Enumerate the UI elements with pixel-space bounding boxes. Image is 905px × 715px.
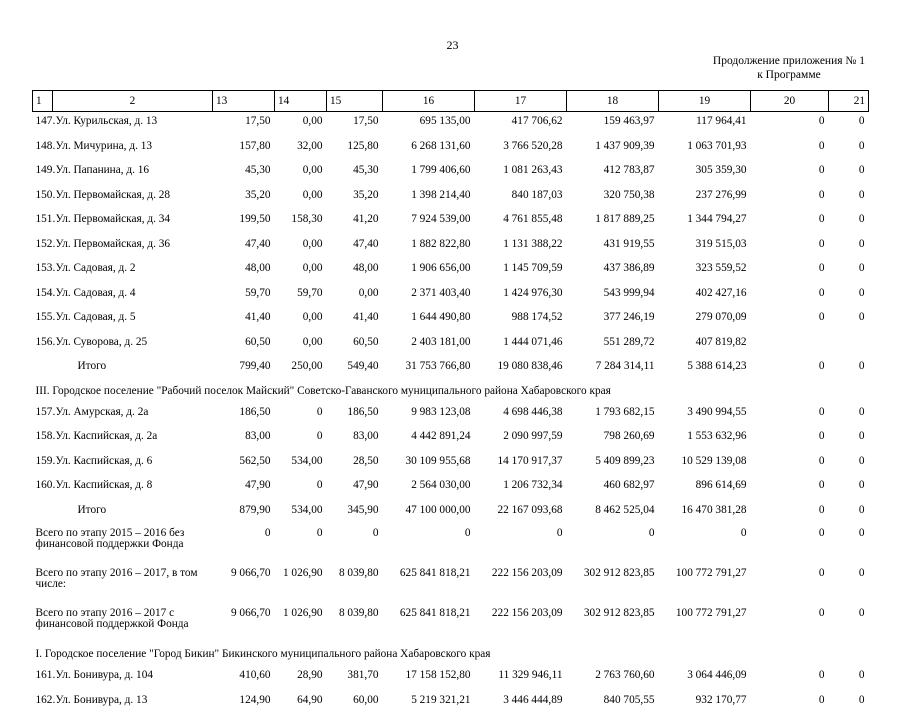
address: Ул. Первомайская, д. 28 <box>53 186 213 211</box>
cell-16: 5 219 321,21 <box>383 691 475 715</box>
cell-14: 0,00 <box>275 235 327 260</box>
summary-label: Всего по этапу 2016 – 2017, в том числе: <box>33 565 213 605</box>
cell-20: 0 <box>751 186 829 211</box>
cell-17: 4 761 855,48 <box>475 210 567 235</box>
header-col-17: 17 <box>475 91 567 112</box>
address: Ул. Амурская, д. 2а <box>53 403 213 428</box>
row-number: 147. <box>33 112 53 137</box>
header-col-18: 18 <box>567 91 659 112</box>
summary-row <box>33 605 869 645</box>
cell-16: 1 799 406,60 <box>383 161 475 186</box>
cell-16: 9 983 123,08 <box>383 403 475 428</box>
cell-17: 1 081 263,43 <box>475 161 567 186</box>
cell-16: 7 924 539,00 <box>383 210 475 235</box>
total-row <box>33 501 869 526</box>
cell-18: 0 <box>567 525 659 565</box>
cell-16: 2 371 403,40 <box>383 284 475 309</box>
cell-21: 0 <box>829 112 869 137</box>
header-col-1: 1 <box>33 91 53 112</box>
cell-17: 1 131 388,22 <box>475 235 567 260</box>
cell-20: 0 <box>751 476 829 501</box>
cell-21: 0 <box>829 452 869 477</box>
cell-17: 11 329 946,11 <box>475 666 567 691</box>
cell-18: 1 437 909,39 <box>567 137 659 162</box>
address: Ул. Садовая, д. 5 <box>53 308 213 333</box>
row-number: 148. <box>33 137 53 162</box>
table-row <box>33 308 869 333</box>
cell-17: 222 156 203,09 <box>475 565 567 605</box>
cell-19: 3 064 446,09 <box>659 666 751 691</box>
cell-19: 1 344 794,27 <box>659 210 751 235</box>
cell-14: 0 <box>275 476 327 501</box>
cell-21: 0 <box>829 357 869 382</box>
table-row <box>33 161 869 186</box>
cell-18: 437 386,89 <box>567 259 659 284</box>
address: Ул. Бонивура, д. 104 <box>53 666 213 691</box>
cell-18: 551 289,72 <box>567 333 659 358</box>
cell-18: 460 682,97 <box>567 476 659 501</box>
cell-19: 1 063 701,93 <box>659 137 751 162</box>
cell-14: 0,00 <box>275 259 327 284</box>
cell-13: 17,50 <box>213 112 275 137</box>
cell-18: 5 409 899,23 <box>567 452 659 477</box>
row-number: 160. <box>33 476 53 501</box>
table-row <box>33 333 869 358</box>
cell-15: 381,70 <box>327 666 383 691</box>
table-row <box>33 137 869 162</box>
row-number: 159. <box>33 452 53 477</box>
cell-19: 100 772 791,27 <box>659 605 751 645</box>
cell-13: 410,60 <box>213 666 275 691</box>
section-heading-row <box>33 382 869 403</box>
header-col-2: 2 <box>53 91 213 112</box>
cell-20: 0 <box>751 112 829 137</box>
summary-row <box>33 525 869 565</box>
cell-16: 2 403 181,00 <box>383 333 475 358</box>
cell-17: 1 145 709,59 <box>475 259 567 284</box>
cell-20: 0 <box>751 501 829 526</box>
cell-15: 83,00 <box>327 427 383 452</box>
address: Ул. Бонивура, д. 13 <box>53 691 213 715</box>
row-number: 152. <box>33 235 53 260</box>
cell-17: 0 <box>475 525 567 565</box>
cell-19: 279 070,09 <box>659 308 751 333</box>
cell-17: 988 174,52 <box>475 308 567 333</box>
cell-15: 41,20 <box>327 210 383 235</box>
table-row <box>33 186 869 211</box>
cell-20: 0 <box>751 452 829 477</box>
table-row <box>33 427 869 452</box>
cell-14: 158,30 <box>275 210 327 235</box>
cell-18: 2 763 760,60 <box>567 666 659 691</box>
total-row <box>33 357 869 382</box>
cell-19: 323 559,52 <box>659 259 751 284</box>
cell-19: 3 490 994,55 <box>659 403 751 428</box>
cell-13: 35,20 <box>213 186 275 211</box>
cell-21: 0 <box>829 427 869 452</box>
address: Ул. Садовая, д. 4 <box>53 284 213 309</box>
cell-16: 47 100 000,00 <box>383 501 475 526</box>
cell-15: 48,00 <box>327 259 383 284</box>
cell-14: 534,00 <box>275 501 327 526</box>
cell-16: 625 841 818,21 <box>383 605 475 645</box>
cell-15: 8 039,80 <box>327 605 383 645</box>
address: Ул. Курильская, д. 13 <box>53 112 213 137</box>
table-row <box>33 403 869 428</box>
cell-17: 1 206 732,34 <box>475 476 567 501</box>
continuation-note <box>713 54 865 82</box>
cell-16: 30 109 955,68 <box>383 452 475 477</box>
cell-13: 9 066,70 <box>213 565 275 605</box>
cell-20: 0 <box>751 565 829 605</box>
cell-13: 157,80 <box>213 137 275 162</box>
row-number: 161. <box>33 666 53 691</box>
cell-19: 1 553 632,96 <box>659 427 751 452</box>
cell-20: 0 <box>751 235 829 260</box>
cell-19: 896 614,69 <box>659 476 751 501</box>
row-number <box>33 357 53 382</box>
total-label: Итого <box>53 501 213 526</box>
cell-14: 1 026,90 <box>275 605 327 645</box>
cell-21: 0 <box>829 666 869 691</box>
cell-18: 1 817 889,25 <box>567 210 659 235</box>
header-col-14: 14 <box>275 91 327 112</box>
summary-label: Всего по этапу 2015 – 2016 без финансовой поддержки Фонда <box>33 525 213 565</box>
page-number: 23 <box>0 38 905 53</box>
cell-15: 549,40 <box>327 357 383 382</box>
cell-20: 0 <box>751 525 829 565</box>
cell-21: 0 <box>829 186 869 211</box>
cell-14: 0 <box>275 525 327 565</box>
cell-20: 0 <box>751 137 829 162</box>
cell-15: 41,40 <box>327 308 383 333</box>
cell-18: 840 705,55 <box>567 691 659 715</box>
table-row <box>33 210 869 235</box>
cell-17: 4 698 446,38 <box>475 403 567 428</box>
cell-16: 1 882 822,80 <box>383 235 475 260</box>
cell-14: 0,00 <box>275 333 327 358</box>
cell-19: 10 529 139,08 <box>659 452 751 477</box>
table-row <box>33 476 869 501</box>
cell-19: 117 964,41 <box>659 112 751 137</box>
cell-16: 4 442 891,24 <box>383 427 475 452</box>
cell-13: 47,90 <box>213 476 275 501</box>
cell-13: 41,40 <box>213 308 275 333</box>
address: Ул. Суворова, д. 25 <box>53 333 213 358</box>
cell-14: 534,00 <box>275 452 327 477</box>
cell-20: 0 <box>751 210 829 235</box>
cell-15: 345,90 <box>327 501 383 526</box>
cell-14: 0,00 <box>275 308 327 333</box>
row-number: 162. <box>33 691 53 715</box>
cell-15: 0 <box>327 525 383 565</box>
cell-17: 22 167 093,68 <box>475 501 567 526</box>
cell-18: 1 793 682,15 <box>567 403 659 428</box>
row-number: 151. <box>33 210 53 235</box>
cell-13: 47,40 <box>213 235 275 260</box>
row-number: 149. <box>33 161 53 186</box>
cell-13: 124,90 <box>213 691 275 715</box>
continuation-line-1: Продолжение приложения № 1 <box>713 54 865 68</box>
cell-13: 60,50 <box>213 333 275 358</box>
cell-15: 0,00 <box>327 284 383 309</box>
cell-20: 0 <box>751 259 829 284</box>
row-number: 158. <box>33 427 53 452</box>
cell-14: 0 <box>275 403 327 428</box>
cell-17: 14 170 917,37 <box>475 452 567 477</box>
cell-18: 377 246,19 <box>567 308 659 333</box>
cell-17: 222 156 203,09 <box>475 605 567 645</box>
cell-20: 0 <box>751 691 829 715</box>
cell-18: 302 912 823,85 <box>567 565 659 605</box>
cell-16: 0 <box>383 525 475 565</box>
cell-19: 16 470 381,28 <box>659 501 751 526</box>
cell-17: 417 706,62 <box>475 112 567 137</box>
cell-16: 625 841 818,21 <box>383 565 475 605</box>
header-col-13: 13 <box>213 91 275 112</box>
header-col-15: 15 <box>327 91 383 112</box>
cell-13: 0 <box>213 525 275 565</box>
total-label: Итого <box>53 357 213 382</box>
cell-13: 83,00 <box>213 427 275 452</box>
cell-13: 879,90 <box>213 501 275 526</box>
continuation-line-2: к Программе <box>713 68 865 82</box>
cell-13: 562,50 <box>213 452 275 477</box>
cell-21: 0 <box>829 403 869 428</box>
address: Ул. Каспийская, д. 2а <box>53 427 213 452</box>
cell-18: 302 912 823,85 <box>567 605 659 645</box>
table-header-row <box>33 91 869 112</box>
cell-16: 1 398 214,40 <box>383 186 475 211</box>
address: Ул. Папанина, д. 16 <box>53 161 213 186</box>
table-row <box>33 452 869 477</box>
cell-20: 0 <box>751 403 829 428</box>
cell-21: 0 <box>829 525 869 565</box>
cell-21: 0 <box>829 137 869 162</box>
cell-16: 6 268 131,60 <box>383 137 475 162</box>
table-row <box>33 666 869 691</box>
cell-21: 0 <box>829 235 869 260</box>
header-col-16: 16 <box>383 91 475 112</box>
cell-15: 125,80 <box>327 137 383 162</box>
cell-14: 0,00 <box>275 161 327 186</box>
cell-17: 1 424 976,30 <box>475 284 567 309</box>
cell-21: 0 <box>829 210 869 235</box>
table-row <box>33 259 869 284</box>
cell-16: 17 158 152,80 <box>383 666 475 691</box>
table-body <box>33 91 869 715</box>
appendix-table <box>32 90 869 715</box>
cell-18: 8 462 525,04 <box>567 501 659 526</box>
cell-20: 0 <box>751 161 829 186</box>
cell-14: 1 026,90 <box>275 565 327 605</box>
cell-21: 0 <box>829 691 869 715</box>
section-heading-row <box>33 645 869 666</box>
cell-14: 32,00 <box>275 137 327 162</box>
cell-18: 431 919,55 <box>567 235 659 260</box>
cell-21: 0 <box>829 476 869 501</box>
cell-13: 48,00 <box>213 259 275 284</box>
table-row <box>33 235 869 260</box>
cell-21: 0 <box>829 284 869 309</box>
address: Ул. Первомайская, д. 34 <box>53 210 213 235</box>
cell-18: 320 750,38 <box>567 186 659 211</box>
cell-14: 250,00 <box>275 357 327 382</box>
cell-19: 402 427,16 <box>659 284 751 309</box>
cell-15: 186,50 <box>327 403 383 428</box>
cell-15: 45,30 <box>327 161 383 186</box>
cell-21 <box>829 333 869 358</box>
cell-19: 0 <box>659 525 751 565</box>
header-col-21: 21 <box>829 91 869 112</box>
cell-15: 35,20 <box>327 186 383 211</box>
cell-20: 0 <box>751 427 829 452</box>
cell-21: 0 <box>829 259 869 284</box>
cell-18: 159 463,97 <box>567 112 659 137</box>
cell-17: 3 766 520,28 <box>475 137 567 162</box>
cell-18: 7 284 314,11 <box>567 357 659 382</box>
cell-16: 31 753 766,80 <box>383 357 475 382</box>
cell-14: 28,90 <box>275 666 327 691</box>
cell-15: 47,40 <box>327 235 383 260</box>
section-heading: I. Городское поселение "Город Бикин" Бикинского муниципального района Хабаровского края <box>33 645 869 666</box>
cell-16: 695 135,00 <box>383 112 475 137</box>
address: Ул. Каспийская, д. 8 <box>53 476 213 501</box>
summary-label: Всего по этапу 2016 – 2017 с финансовой поддержкой Фонда <box>33 605 213 645</box>
cell-17: 2 090 997,59 <box>475 427 567 452</box>
row-number: 154. <box>33 284 53 309</box>
cell-21: 0 <box>829 565 869 605</box>
cell-14: 59,70 <box>275 284 327 309</box>
cell-13: 199,50 <box>213 210 275 235</box>
cell-17: 3 446 444,89 <box>475 691 567 715</box>
cell-14: 0,00 <box>275 186 327 211</box>
cell-13: 799,40 <box>213 357 275 382</box>
section-heading: III. Городское поселение "Рабочий поселок Майский" Советско-Гаванского муниципального района Хабаровского края <box>33 382 869 403</box>
cell-15: 17,50 <box>327 112 383 137</box>
cell-19: 237 276,99 <box>659 186 751 211</box>
cell-15: 47,90 <box>327 476 383 501</box>
cell-18: 543 999,94 <box>567 284 659 309</box>
table-row <box>33 112 869 137</box>
cell-20: 0 <box>751 357 829 382</box>
header-col-20: 20 <box>751 91 829 112</box>
cell-20: 0 <box>751 666 829 691</box>
cell-14: 64,90 <box>275 691 327 715</box>
cell-19: 932 170,77 <box>659 691 751 715</box>
cell-15: 60,50 <box>327 333 383 358</box>
cell-14: 0,00 <box>275 112 327 137</box>
table-row <box>33 691 869 715</box>
cell-21: 0 <box>829 501 869 526</box>
cell-16: 2 564 030,00 <box>383 476 475 501</box>
cell-19: 5 388 614,23 <box>659 357 751 382</box>
cell-13: 9 066,70 <box>213 605 275 645</box>
cell-15: 8 039,80 <box>327 565 383 605</box>
row-number: 155. <box>33 308 53 333</box>
address: Ул. Мичурина, д. 13 <box>53 137 213 162</box>
cell-21: 0 <box>829 605 869 645</box>
cell-19: 305 359,30 <box>659 161 751 186</box>
row-number: 157. <box>33 403 53 428</box>
cell-13: 45,30 <box>213 161 275 186</box>
row-number: 153. <box>33 259 53 284</box>
cell-18: 798 260,69 <box>567 427 659 452</box>
cell-20: 0 <box>751 308 829 333</box>
header-col-19: 19 <box>659 91 751 112</box>
cell-21: 0 <box>829 161 869 186</box>
row-number: 150. <box>33 186 53 211</box>
summary-row <box>33 565 869 605</box>
address: Ул. Садовая, д. 2 <box>53 259 213 284</box>
table-row <box>33 284 869 309</box>
cell-20: 0 <box>751 284 829 309</box>
cell-16: 1 644 490,80 <box>383 308 475 333</box>
cell-13: 186,50 <box>213 403 275 428</box>
cell-17: 1 444 071,46 <box>475 333 567 358</box>
cell-14: 0 <box>275 427 327 452</box>
cell-19: 100 772 791,27 <box>659 565 751 605</box>
address: Ул. Первомайская, д. 36 <box>53 235 213 260</box>
cell-16: 1 906 656,00 <box>383 259 475 284</box>
cell-13: 59,70 <box>213 284 275 309</box>
cell-20: 0 <box>751 605 829 645</box>
row-number <box>33 501 53 526</box>
cell-18: 412 783,87 <box>567 161 659 186</box>
cell-17: 19 080 838,46 <box>475 357 567 382</box>
cell-20 <box>751 333 829 358</box>
cell-17: 840 187,03 <box>475 186 567 211</box>
row-number: 156. <box>33 333 53 358</box>
cell-15: 28,50 <box>327 452 383 477</box>
address: Ул. Каспийская, д. 6 <box>53 452 213 477</box>
cell-19: 319 515,03 <box>659 235 751 260</box>
cell-19: 407 819,82 <box>659 333 751 358</box>
cell-21: 0 <box>829 308 869 333</box>
cell-15: 60,00 <box>327 691 383 715</box>
